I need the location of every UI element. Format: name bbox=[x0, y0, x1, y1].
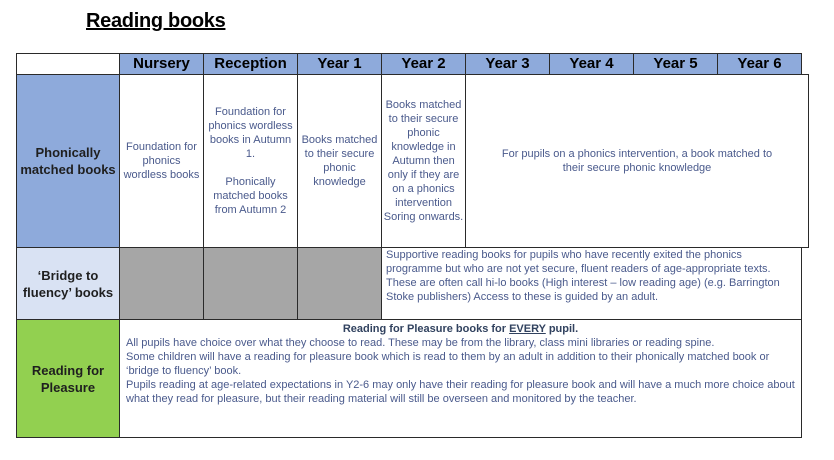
cell-phonics-nursery: Foundation for phonics wordless books bbox=[120, 75, 204, 248]
header-row bbox=[17, 54, 809, 75]
table-row-bridge bbox=[17, 248, 809, 320]
column-header-year1: Year 1 bbox=[298, 54, 382, 75]
page-title: Reading books bbox=[86, 10, 226, 32]
header-corner bbox=[17, 54, 120, 75]
pleasure-paragraph-3: Pupils reading at age-related expectations in Y2-6 may only have their reading for pleasure book and will have a much more choice about what they read for pleasure, but their reading material will still be overseen and monitored by the teacher. bbox=[126, 379, 795, 405]
cell-bridge-text: Supportive reading books for pupils who have recently exited the phonics programme but who are not yet secure, fluent readers of age-appropriate texts. These are often call hi-lo books (High interest – low reading age) (e.g. Barrington Stoke publishers) Access to these is guided by an adult. bbox=[382, 248, 802, 320]
cell-pleasure-text bbox=[120, 320, 802, 438]
cell-phonics-reception-part1: Foundation for phonics wordless books in Autumn 1. bbox=[208, 106, 293, 160]
cell-bridge-reception-blank bbox=[204, 248, 298, 320]
column-header-year4: Year 4 bbox=[550, 54, 634, 75]
cell-phonics-reception-part2: Phonically matched books from Autumn 2 bbox=[213, 176, 288, 216]
pleasure-heading-emphasis: EVERY bbox=[509, 323, 546, 335]
row-header-bridge: ‘Bridge to fluency’ books bbox=[17, 248, 120, 320]
pleasure-heading: Reading for Pleasure books for EVERY pupil. bbox=[342, 323, 579, 335]
table-row-phonics bbox=[17, 75, 809, 248]
column-header-year2: Year 2 bbox=[382, 54, 466, 75]
cell-bridge-nursery-blank bbox=[120, 248, 204, 320]
cell-phonics-years3to6: For pupils on a phonics intervention, a book matched to their secure phonic knowledge bbox=[466, 75, 809, 248]
row-header-pleasure: Reading for Pleasure bbox=[17, 320, 120, 438]
cell-phonics-year2: Books matched to their secure phonic knowledge in Autumn then only if they are on a phonics intervention Soring onwards. bbox=[382, 75, 466, 248]
column-header-year5: Year 5 bbox=[634, 54, 718, 75]
pleasure-paragraph-1: All pupils have choice over what they choose to read. These may be from the library, class mini libraries or reading spine. bbox=[126, 337, 715, 349]
column-header-reception: Reception bbox=[204, 54, 298, 75]
column-header-year6: Year 6 bbox=[718, 54, 802, 75]
cell-phonics-year1: Books matched to their secure phonic knowledge bbox=[298, 75, 382, 248]
cell-bridge-year1-blank bbox=[298, 248, 382, 320]
column-header-nursery: Nursery bbox=[120, 54, 204, 75]
cell-phonics-reception bbox=[204, 75, 298, 248]
table-row-pleasure bbox=[17, 320, 809, 438]
reading-books-table bbox=[16, 53, 809, 438]
column-header-year3: Year 3 bbox=[466, 54, 550, 75]
pleasure-paragraph-2: Some children will have a reading for pleasure book which is read to them by an adult in addition to their phonically matched book or ‘bridge to fluency’ book. bbox=[126, 351, 770, 377]
row-header-phonics: Phonically matched books bbox=[17, 75, 120, 248]
